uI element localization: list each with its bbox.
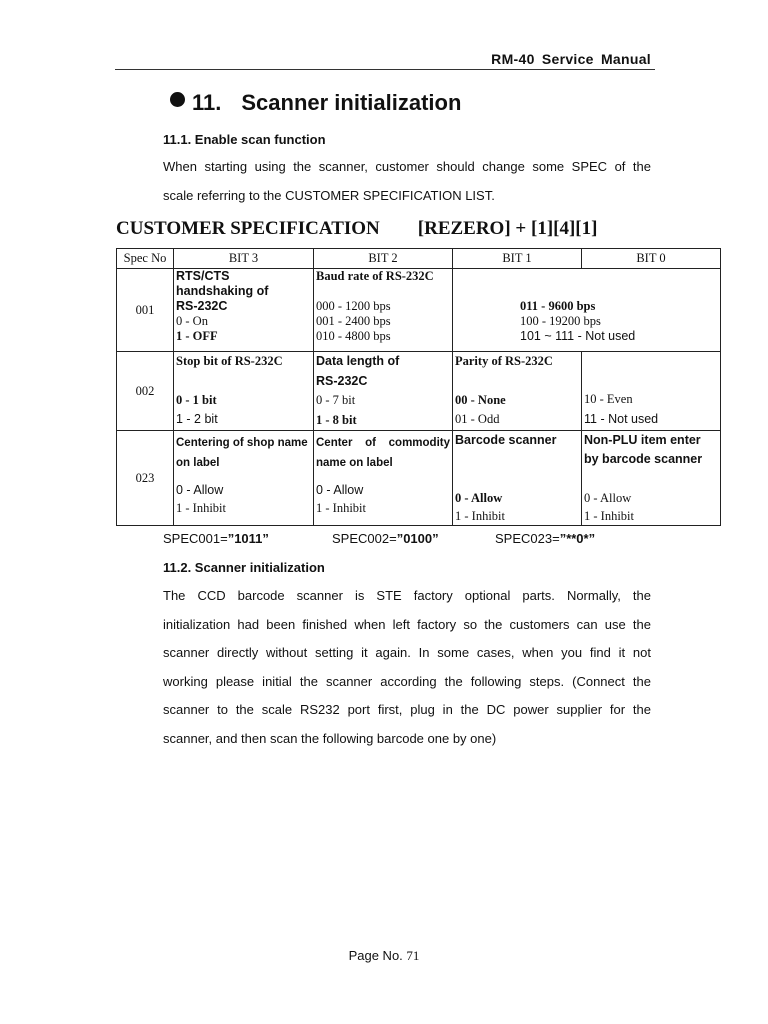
customer-spec-label: CUSTOMER SPECIFICATION [116,218,380,239]
body-line: scanner to the scale RS232 port first, plug in the DC power supplier for the [163,702,651,717]
table-cell [453,269,721,352]
cell-line: RTS/CTS [176,269,230,283]
bullet-icon [170,92,185,107]
cell-line: 0 - 1 bit [176,392,217,407]
table-row [117,269,721,352]
customer-spec-title [116,218,597,240]
spec-label: SPEC002= [332,531,397,546]
cell-spacer [455,372,579,391]
cell-line: 0 - Allow [584,491,632,505]
cell-line: 1 - Inhibit [455,509,505,523]
cell-line: 0 - Allow [316,483,364,497]
cell-line: 000 - 1200 bps [316,299,391,313]
cell-line: 100 - 19200 bps [520,314,601,328]
column-header: BIT 3 [174,249,314,269]
spec-value: ”**0*” [559,531,596,546]
section-number: 11. [192,90,222,115]
cell-line: Center of commodity [316,437,450,449]
spec-value: ”0100” [396,531,439,546]
cell-line: 0 - 7 bit [316,393,356,407]
customer-spec-command: [REZERO] + [1][4][1] [417,218,598,239]
cell-spacer [176,372,311,391]
cell-line: Parity of RS-232C [455,354,553,368]
table-cell [314,269,453,352]
table-cell [582,431,721,526]
cell-line: Baud rate of RS-232C [316,269,434,283]
section-title-text: Scanner initialization [241,90,462,115]
cell-line: RS-232C [316,373,368,388]
page-number-value: 71 [406,948,420,963]
body-line: initialization had been finished when left factory so the customers can use the [163,616,651,632]
intro-line-2: scale referring to the CUSTOMER SPECIFICATION LIST. [163,188,495,203]
cell-line: Barcode scanner [455,433,557,447]
spec-value: ”1011” [227,531,269,546]
manual-title: RM-40 Service Manual [491,51,651,67]
cell-spacer [316,284,450,299]
cell-line: handshaking of [176,284,269,298]
spec-number: 023 [117,431,174,526]
spec-table [116,248,721,526]
table-cell [314,431,453,526]
column-header: BIT 0 [582,249,721,269]
table-row [117,352,721,431]
cell-spacer [584,371,718,390]
spec002-value [332,531,439,546]
cell-line: on label [176,457,220,469]
table-row [117,431,721,526]
page-label: Page No. [348,948,407,963]
column-header: Spec No [117,249,174,269]
table-cell [174,269,314,352]
cell-line: 0 - Allow [455,491,503,505]
cell-line: 010 - 4800 bps [316,329,391,343]
spec023-value [495,531,595,546]
cell-line: 1 - Inhibit [316,501,366,515]
column-header: BIT 1 [453,249,582,269]
cell-line: Data length of [316,354,400,368]
page-number [0,948,768,964]
body-line: scanner directly without setting it again. In some cases, when you find it not [163,645,651,660]
cell-line: Centering of shop name [176,437,308,449]
cell-line: 011 - 9600 bps [520,299,596,313]
spec001-value [163,531,269,546]
intro-line-1: When starting using the scanner, customer should change some SPEC of the [163,159,651,174]
cell-line: 1 - Inhibit [584,509,634,523]
body-line: The CCD barcode scanner is STE factory optional parts. Normally, the [163,588,651,603]
table-cell [582,352,721,431]
cell-line: 1 - OFF [176,329,218,343]
body-line: working please initial the scanner according the following steps. (Connect the [163,673,651,689]
cell-spacer [455,449,579,489]
cell-line: RS-232C [176,299,228,313]
cell-line: 001 - 2400 bps [316,314,391,328]
table-cell [174,431,314,526]
cell-line: 101 ~ 111 - Not used [520,329,636,343]
table-header-row [117,249,721,269]
table-cell [314,352,453,431]
spec-number: 001 [117,269,174,352]
cell-spacer [520,269,718,284]
column-header: BIT 2 [314,249,453,269]
section-title [170,90,461,116]
cell-line: 00 - None [455,392,506,407]
cell-line: 1 - 8 bit [316,412,357,427]
table-cell [453,431,582,526]
cell-line: Stop bit of RS-232C [176,354,283,368]
spec-label: SPEC001= [163,531,228,546]
cell-line: 0 - Allow [176,483,224,497]
table-cell [453,352,582,431]
cell-line: name on label [316,457,393,469]
cell-line: 10 - Even [584,392,633,406]
cell-line: Non-PLU item enter [584,433,701,447]
cell-line: 1 - Inhibit [176,501,226,515]
cell-spacer [520,284,718,299]
table-cell [174,352,314,431]
cell-spacer [584,352,718,371]
cell-line: 0 - On [176,314,208,328]
body-line: scanner, and then scan the following barcode one by one) [163,730,497,746]
spec-label: SPEC023= [495,531,560,546]
subsection-heading-11-2: 11.2. Scanner initialization [163,560,325,575]
subsection-heading-11-1: 11.1. Enable scan function [163,132,326,147]
cell-line: 01 - Odd [455,412,500,426]
cell-line: by barcode scanner [584,452,703,466]
cell-line: 1 - 2 bit [176,412,218,426]
header-rule [115,69,655,70]
cell-line: 11 - Not used [584,411,659,426]
spec-number: 002 [117,352,174,431]
